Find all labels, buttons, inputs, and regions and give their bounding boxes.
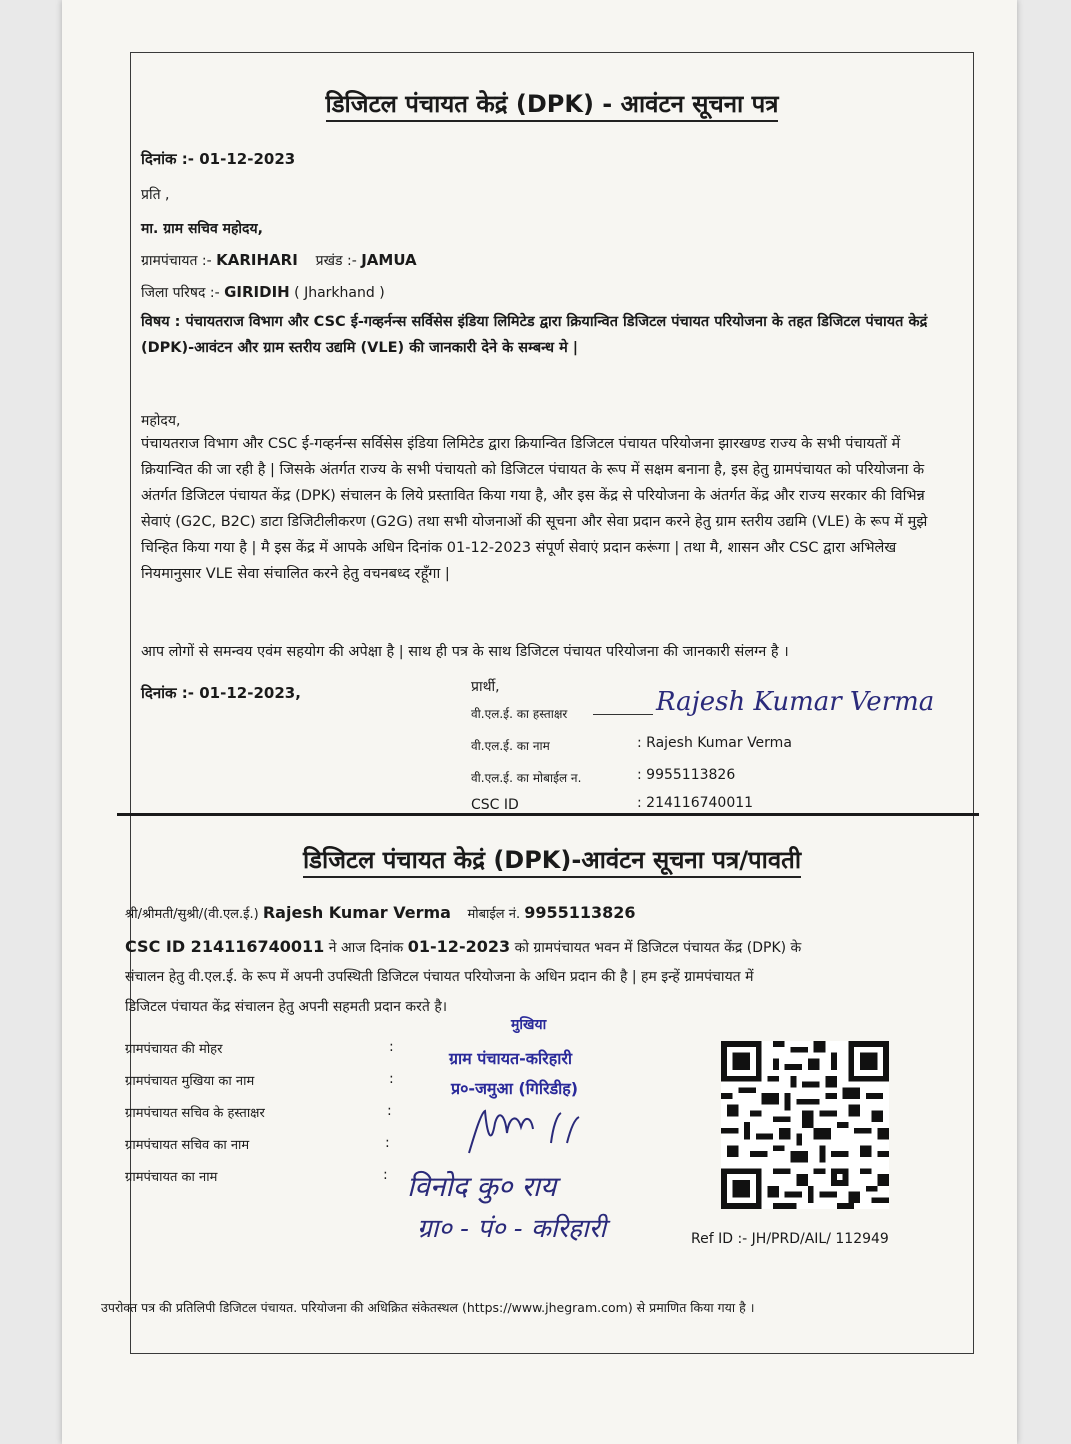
field-label-secretary-name: ग्रामपंचायत सचिव का नाम (125, 1138, 250, 1153)
vle-mobile-label: वी.एल.ई. का मोबाईल न. (471, 771, 582, 785)
secretary-signature (461, 1103, 601, 1163)
stamp-line-2: प्र०-जमुआ (गिरिडीह) (451, 1079, 579, 1098)
field-label-panchayat-name: ग्रामपंचायत का नाम (125, 1170, 218, 1185)
gram-value: KARIHARI (216, 251, 298, 269)
field-colon: : (383, 1167, 388, 1183)
receipt-line-1 (125, 903, 636, 922)
receipt-text-b: को ग्रामपंचायत भवन में डिजिटल पंचायत केंद्र (DPK) के (514, 940, 802, 956)
receipt-line-2 (125, 937, 801, 957)
block-label: प्रखंड :- (315, 253, 357, 269)
stamp-line-1: ग्राम पंचायत-करिहारी (449, 1049, 573, 1068)
salutation: महोदय, (141, 413, 181, 429)
district-line (141, 283, 385, 302)
csc-id-label: CSC ID (471, 797, 519, 813)
sign-date: दिनांक :- 01-12-2023, (141, 684, 301, 702)
field-colon: : (385, 1135, 390, 1151)
vle-signature: Rajesh Kumar Verma (656, 687, 935, 717)
gram-label: ग्रामपंचायत :- (141, 253, 212, 269)
document-paper (62, 0, 1017, 1444)
subject-text: विषय : पंचायतराज विभाग और CSC ई-गव्हर्नन्स सर्विसेस इंडिया लिमिटेड द्वारा क्रियान्वित डिजिटल पंचायत परियोजना के तहत डिजिटल पंचायत केद्रं (DPK)-आवंटन और ग्राम स्तरीय उद्यमि (VLE) की जानकारी देने के सम्बन्ध मे | (141, 314, 928, 356)
sign-dash (593, 714, 653, 715)
district-value: GIRIDIH (224, 283, 290, 301)
csc-id-value: : 214116740011 (637, 795, 754, 811)
receipt-line-3: संचालन हेतु वी.एल.ई. के रूप में अपनी उपस्थिती डिजिटल पंचायत परियोजना के अधिन प्रदान की है | हम इन्हें ग्रामपंचायत में (125, 969, 754, 985)
receipt-text-a: ने आज दिनांक (328, 940, 404, 956)
receipt-title: डिजिटल पंचायत केद्रं (DPK)-आवंटन सूचना पत्र/पावती (131, 843, 973, 876)
field-label-stamp: ग्रामपंचायत की मोहर (125, 1042, 223, 1057)
letter-title: डिजिटल पंचायत केद्रं (DPK) - आवंटन सूचना पत्र (131, 87, 973, 120)
qr-code-icon (721, 1041, 889, 1209)
footer-note: उपरोक्त पत्र की प्रतिलिपी डिजिटल पंचायत. परियोजना की अधिक्रित संकेतस्थल (https://www.jhegram.com) से प्रमाणित किया गया है । (101, 1300, 755, 1315)
receipt-vle-name: Rajesh Kumar Verma (262, 903, 451, 922)
letter-date: दिनांक :- 01-12-2023 (141, 150, 296, 168)
stamp-mukhiya: मुखिया (511, 1017, 547, 1033)
receipt-csc-id: CSC ID 214116740011 (125, 937, 325, 956)
vle-sign-label: वी.एल.ई. का हस्ताक्षर (471, 707, 568, 721)
field-label-secretary-sign: ग्रामपंचायत सचिव के हस्ताक्षर (125, 1106, 265, 1121)
field-colon: : (389, 1039, 394, 1055)
letter-frame (101, 52, 974, 1354)
vle-name-label: वी.एल.ई. का नाम (471, 739, 550, 753)
panchayat-name-handwritten: ग्रा० - पं० - करिहारी (417, 1214, 607, 1244)
gram-panchayat-line (141, 251, 417, 270)
receipt-mobile-label: मोबाईल नं. (467, 907, 521, 922)
section-divider (117, 813, 979, 816)
applicant-label: प्रार्थी, (471, 679, 500, 695)
state-value: ( Jharkhand ) (294, 285, 385, 301)
letter-body: पंचायतराज विभाग और CSC ई-गव्हर्नन्स सर्विसेस इंडिया लिमिटेड द्वारा क्रियान्वित डिजिटल पंचायत परियोजना झारखण्ड राज्य के सभी पंचायतों में क्रियान्वित की जा रही है | जिसके अंतर्गत राज्य के सभी पंचायतो को डिजिटल पंचायत के रूप में सक्षम बनाना है, इस हेतु ग्रामपंचायत को परियोजना के अंतर्गत डिजिटल पंचायत केंद्र (DPK) संचालन के लिये प्रस्तावित किया गया है, और इस केंद्र से परियोजना के अंतर्गत केंद्र और राज्य सरकार की विभिन्न सेवाएं (G2C, B2C) डाटा डिजिटीलीकरण (G2G) तथा सभी योजनाओं की सूचना और सेवा प्रदान करने हेतु ग्राम स्तरीय उद्यमि (VLE) के रूप में मुझे चिन्हित किया गया है | मै इस केंद्र में आपके अधिन दिनांक 01-12-2023 संपूर्ण सेवाएं प्रदान करूंगा | तथा मै, शासन और CSC द्वारा अभिलेख नियमानुसार VLE सेवा संचालित करने हेतु वचनबध्द रहूँगा | (141, 436, 928, 582)
receipt-date: 01-12-2023 (407, 937, 511, 956)
prati-text: प्रति , (141, 187, 170, 203)
block-value: JAMUA (361, 251, 417, 269)
vle-name-value: : Rajesh Kumar Verma (637, 735, 792, 751)
field-colon: : (387, 1103, 392, 1119)
field-colon: : (389, 1071, 394, 1087)
addressee: मा. ग्राम सचिव महोदय, (141, 221, 263, 237)
ref-id: Ref ID :- JH/PRD/AIL/ 112949 (691, 1231, 889, 1247)
receipt-mobile: 9955113826 (524, 903, 636, 922)
receipt-prefix: श्री/श्रीमती/सुश्री/(वी.एल.ई.) (125, 907, 259, 922)
vle-mobile-value: : 9955113826 (637, 767, 736, 783)
letter-body-closing: आप लोगों से समन्वय एवंम सहयोग की अपेक्षा है | साथ ही पत्र के साथ डिजिटल पंचायत परियोजना की जानकारी संलग्न है । (141, 644, 789, 660)
field-label-mukhiya-name: ग्रामपंचायत मुखिया का नाम (125, 1074, 255, 1089)
receipt-line-4: डिजिटल पंचायत केंद्र संचालन हेतु अपनी सहमती प्रदान करते है। (125, 999, 448, 1015)
secretary-name-handwritten: विनोद कु० राय (407, 1170, 557, 1203)
district-label: जिला परिषद :- (141, 285, 220, 301)
